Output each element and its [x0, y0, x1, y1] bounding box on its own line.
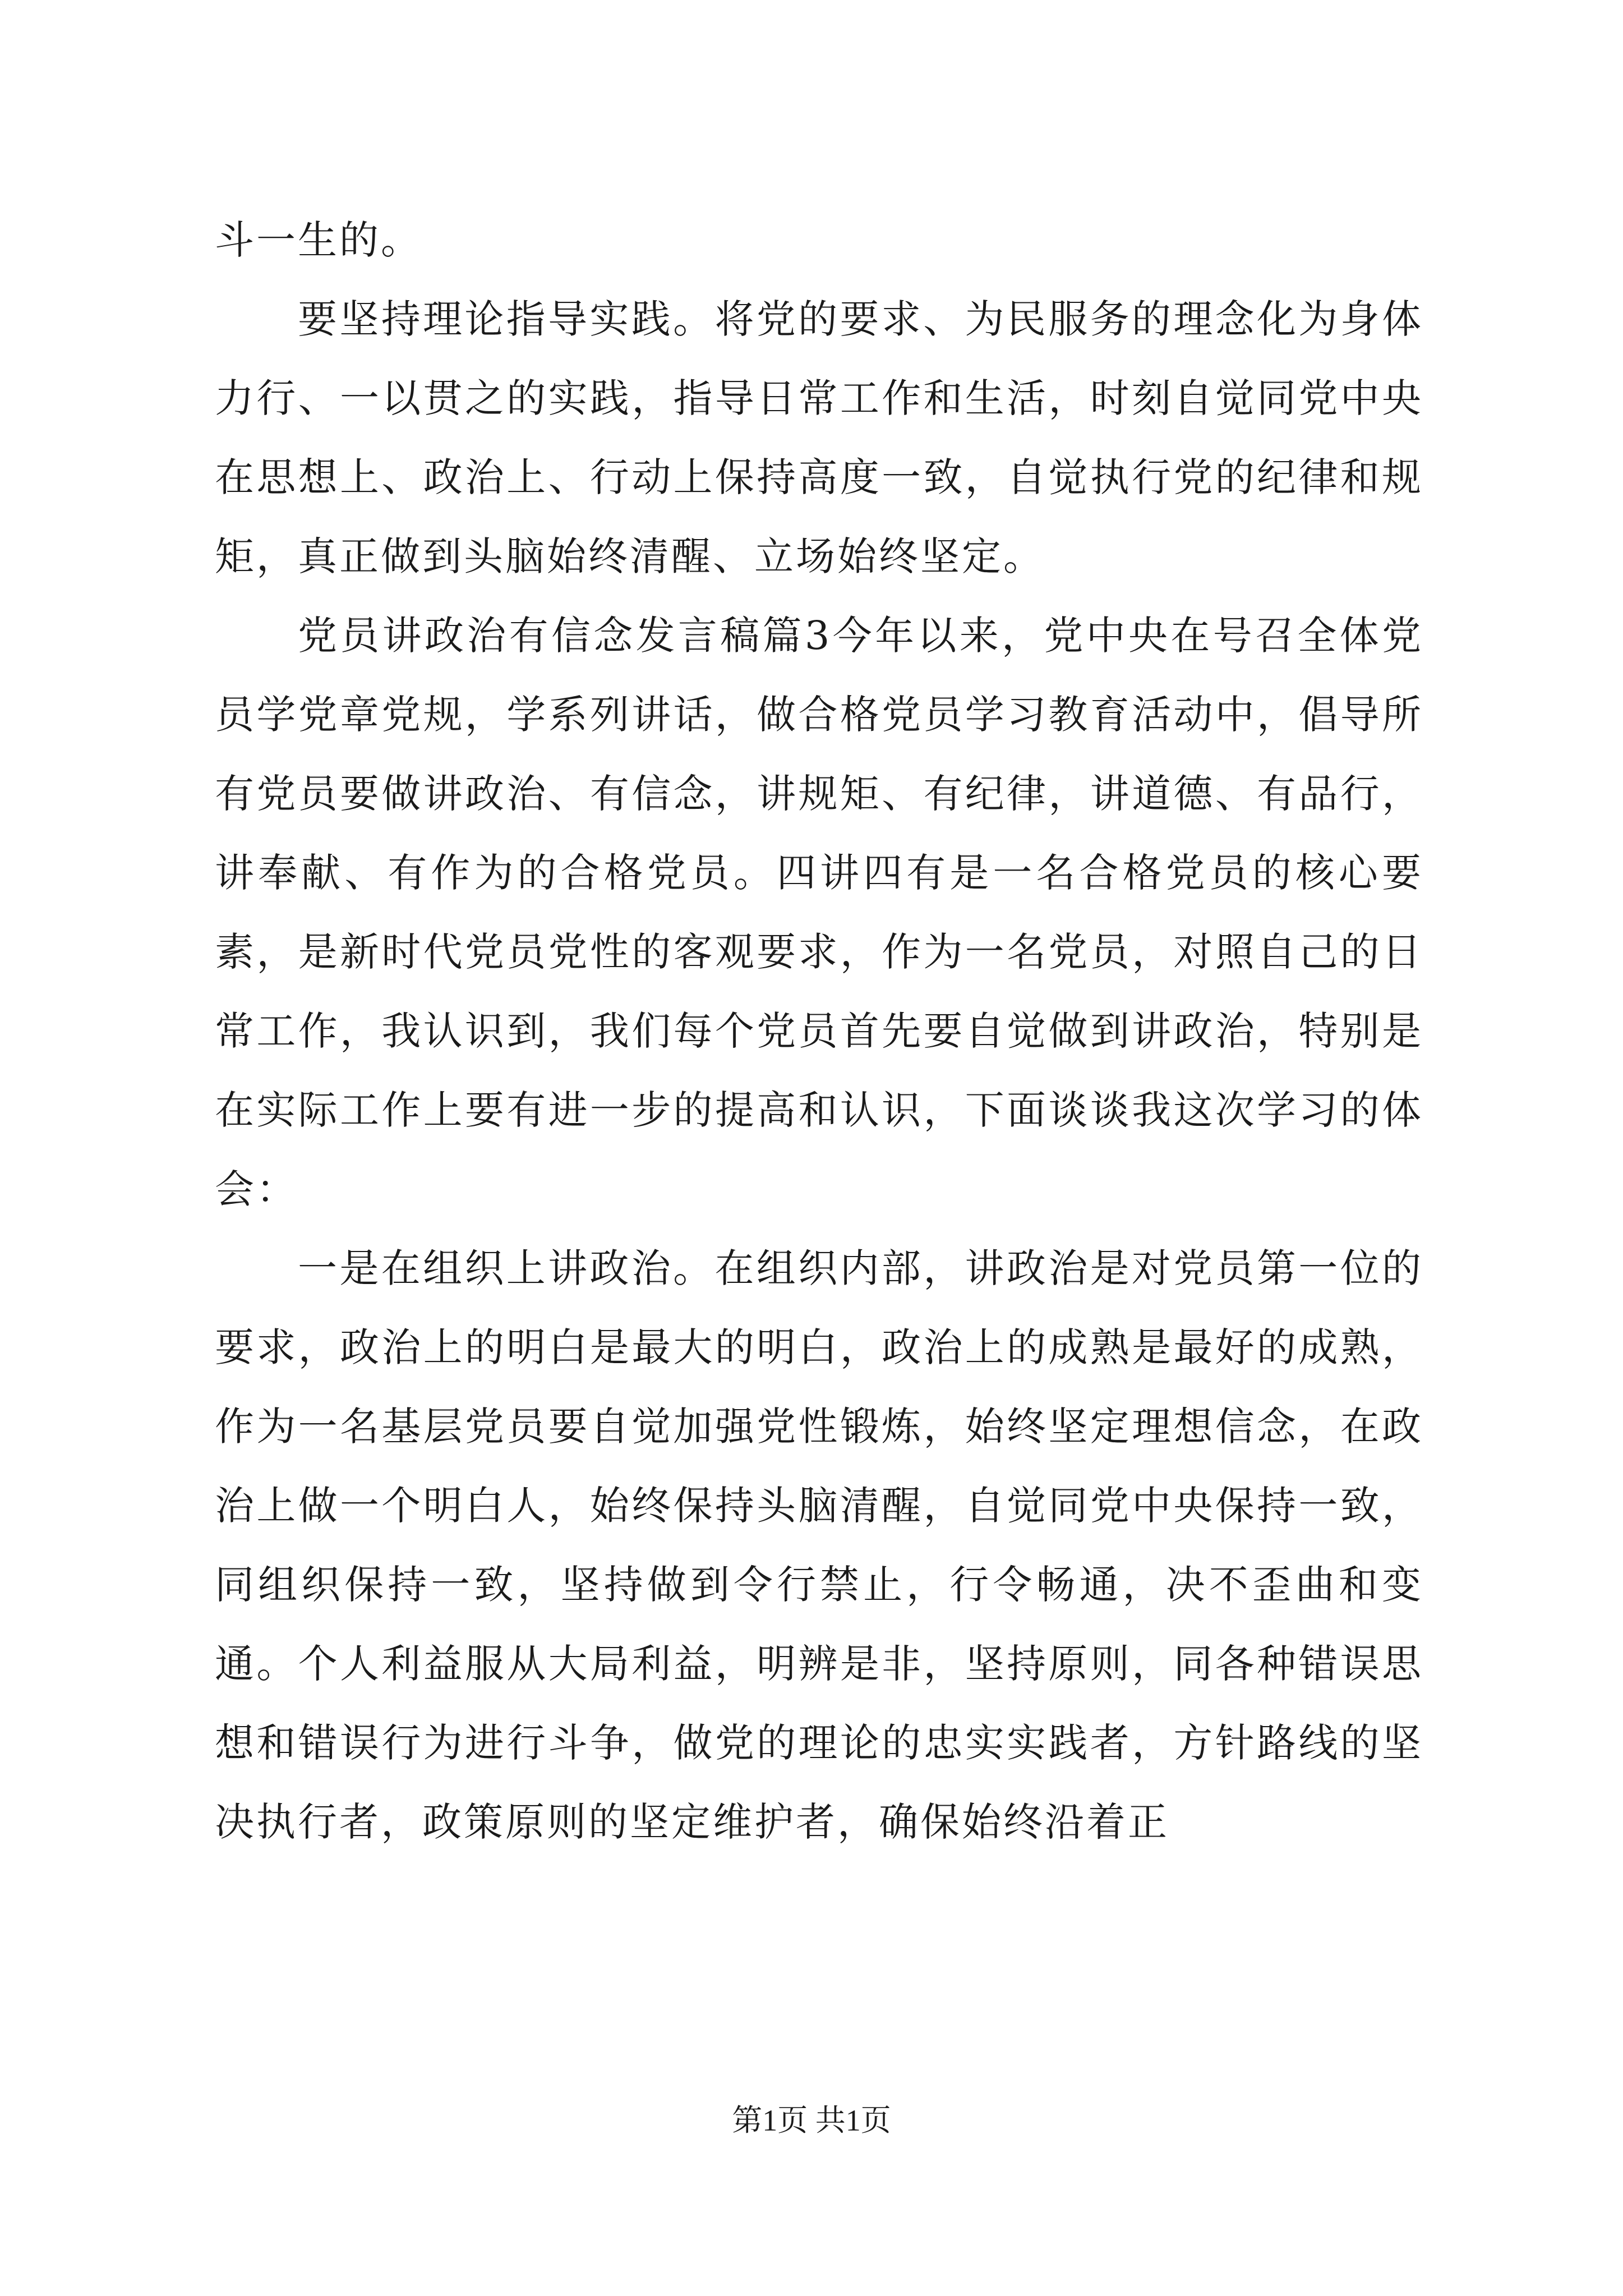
document-body	[215, 201, 1423, 1862]
paragraph-organization-politics: 一是在组织上讲政治。在组织内部，讲政治是对党员第一位的要求，政治上的明白是最大的明白，政治上的成熟是最好的成熟，作为一名基层党员要自觉加强党性锻炼，始终坚定理想信念，在政治上做一个明白人，始终保持头脑清醒，自觉同党中央保持一致，同组织保持一致，坚持做到令行禁止，行令畅通，决不歪曲和变通。个人利益服从大局利益，明辨是非，坚持原则，同各种错误思想和错误行为进行斗争，做党的理论的忠实实践者，方针路线的坚决执行者，政策原则的坚定维护者，确保始终沿着正	[215, 1245, 1423, 1845]
paragraph-theory-practice: 要坚持理论指导实践。将党的要求、为民服务的理念化为身体力行、一以贯之的实践，指导日常工作和生活，时刻自觉同党中央在思想上、政治上、行动上保持高度一致，自觉执行党的纪律和规矩，真正做到头脑始终清醒、立场始终坚定。	[215, 296, 1423, 579]
paragraph-continuation: 斗一生的。	[215, 217, 422, 263]
paragraph-speech-intro: 党员讲政治有信念发言稿篇3今年以来，党中央在号召全体党员学党章党规，学系列讲话，做合格党员学习教育活动中，倡导所有党员要做讲政治、有信念，讲规矩、有纪律，讲道德、有品行，讲奉献、有作为的合格党员。四讲四有是一名合格党员的核心要素，是新时代党员党性的客观要求，作为一名党员，对照自己的日常工作，我认识到，我们每个党员首先要自觉做到讲政治，特别是在实际工作上要有进一步的提高和认识，下面谈谈我这次学习的体会：	[215, 613, 1423, 1212]
page-footer: 第1页 共1页	[732, 2104, 891, 2137]
